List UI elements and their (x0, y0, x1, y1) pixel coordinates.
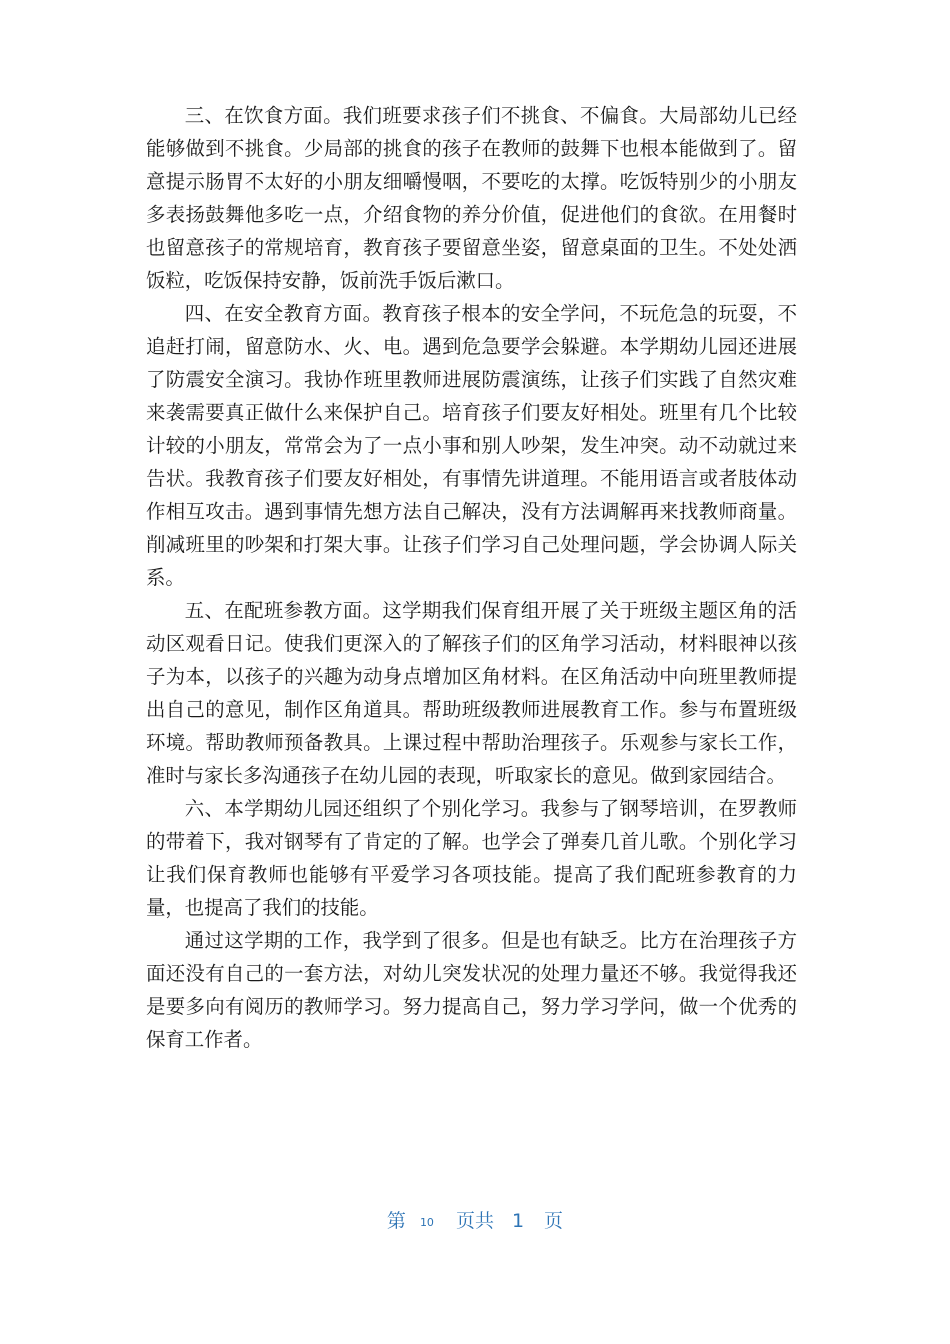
document-body (146, 99, 797, 1056)
paragraph-safety-education: 四、在安全教育方面。教育孩子根本的安全学问，不玩危急的玩耍，不追赶打闹，留意防水、火、电。遇到危急要学会躲避。本学期幼儿园还进展了防震安全演习。我协作班里教师进展防震演练，让孩子们实践了自然灾难来袭需要真正做什么来保护自己。培育孩子们要友好相处。班里有几个比较计较的小朋友，常常会为了一点小事和别人吵架，发生冲突。动不动就过来告状。我教育孩子们要友好相处，有事情先讲道理。不能用语言或者肢体动作相互攻击。遇到事情先想方法自己解决，没有方法调解再来找教师商量。削减班里的吵架和打架大事。让孩子们学习自己处理问题，学会协调人际关系。 (146, 302, 797, 589)
footer-middle: 页共 (455, 1210, 494, 1232)
footer-prefix: 第 (386, 1210, 406, 1232)
footer-page-number: 10 (419, 1216, 434, 1229)
paragraph-individual-learning: 六、本学期幼儿园还组织了个别化学习。我参与了钢琴培训，在罗教师的带着下，我对钢琴有了肯定的了解。也学会了弹奏几首儿歌。个别化学习让我们保育教师也能够有平爱学习各项技能。提高了我们配班参教育的力量，也提高了我们的技能。 (146, 797, 797, 919)
paragraph-conclusion: 通过这学期的工作，我学到了很多。但是也有缺乏。比方在治理孩子方面还没有自己的一套方法，对幼儿突发状况的处理力量还不够。我觉得我还是要多向有阅历的教师学习。努力提高自己，努力学习学问，做一个优秀的保育工作者。 (146, 929, 797, 1051)
paragraph-assisting-teaching: 五、在配班参教方面。这学期我们保育组开展了关于班级主题区角的活动区观看日记。使我们更深入的了解孩子们的区角学习活动，材料眼神以孩子为本，以孩子的兴趣为动身点增加区角材料。在区角活动中向班里教师提出自己的意见，制作区角道具。帮助班级教师进展教育工作。参与布置班级环境。帮助教师预备教具。上课过程中帮助治理孩子。乐观参与家长工作，准时与家长多沟通孩子在幼儿园的表现，听取家长的意见。做到家园结合。 (146, 599, 797, 787)
footer-total-pages: 1 (511, 1210, 525, 1232)
footer-suffix: 页 (544, 1210, 564, 1232)
paragraph-diet: 三、在饮食方面。我们班要求孩子们不挑食、不偏食。大局部幼儿已经能够做到不挑食。少局部的挑食的孩子在教师的鼓舞下也根本能做到了。留意提示肠胃不太好的小朋友细嚼慢咽，不要吃的太撑。吃饭特别少的小朋友多表扬鼓舞他多吃一点，介绍食物的养分价值，促进他们的食欲。在用餐时也留意孩子的常规培育，教育孩子要留意坐姿，留意桌面的卫生。不处处洒饭粒，吃饭保持安静，饭前洗手饭后漱口。 (146, 104, 797, 292)
page-footer (0, 1206, 950, 1238)
